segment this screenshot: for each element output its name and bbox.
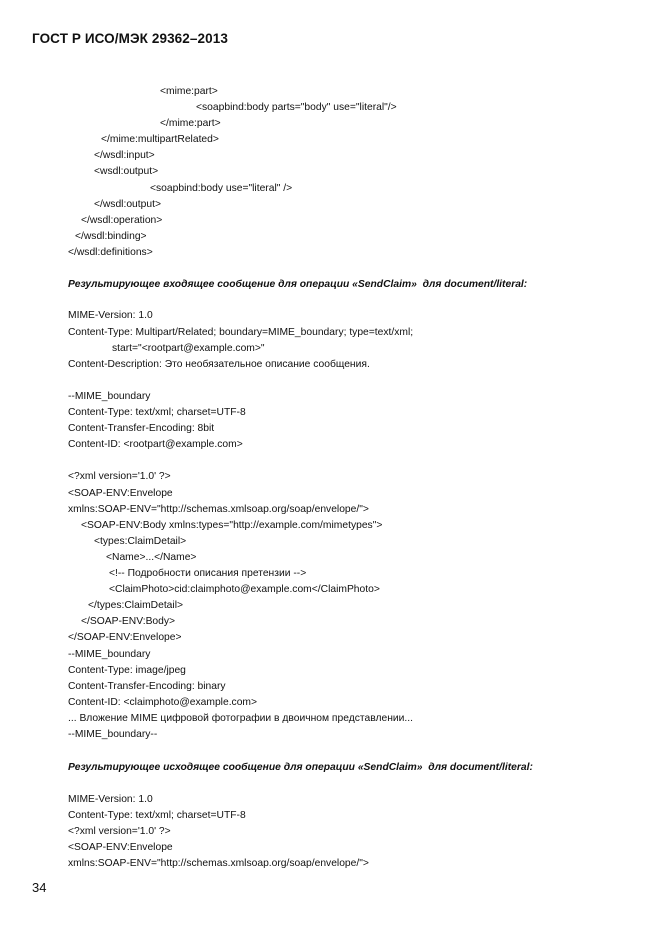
message-line: </types:ClaimDetail> bbox=[88, 600, 183, 611]
code-line: <wsdl:output> bbox=[94, 166, 159, 177]
code-line: </mime:multipartRelated> bbox=[101, 134, 219, 145]
code-line: </mime:part> bbox=[160, 118, 221, 129]
message-line: Content-Type: image/jpeg bbox=[68, 665, 186, 676]
code-line: </wsdl:binding> bbox=[75, 231, 147, 242]
message-line: Content-ID: <claimphoto@example.com> bbox=[68, 697, 258, 708]
message-line: Content-Description: Это необязательное описание сообщения. bbox=[68, 359, 370, 370]
message-line: start="<rootpart@example.com>" bbox=[112, 343, 265, 354]
code-line: </wsdl:operation> bbox=[81, 215, 163, 226]
document-header: ГОСТ Р ИСО/МЭК 29362–2013 bbox=[32, 31, 228, 46]
message-line: <ClaimPhoto>cid:claimphoto@example.com</ClaimPhoto> bbox=[109, 584, 380, 595]
message-line: <Name>...</Name> bbox=[106, 552, 197, 563]
message-line: Content-Type: text/xml; charset=UTF-8 bbox=[68, 407, 246, 418]
code-line: <mime:part> bbox=[160, 86, 218, 97]
code-line: </wsdl:output> bbox=[94, 199, 161, 210]
message-line: Content-Transfer-Encoding: 8bit bbox=[68, 423, 215, 434]
message-line: MIME-Version: 1.0 bbox=[68, 310, 153, 321]
message-line: xmlns:SOAP-ENV="http://schemas.xmlsoap.org/soap/envelope/"> bbox=[68, 858, 369, 869]
message-line: Content-ID: <rootpart@example.com> bbox=[68, 439, 243, 450]
message-line: </SOAP-ENV:Envelope> bbox=[68, 632, 182, 643]
message-line: <SOAP-ENV:Envelope bbox=[68, 488, 173, 499]
message-line: <SOAP-ENV:Body xmlns:types="http://example.com/mimetypes"> bbox=[81, 520, 383, 531]
message-line: Content-Transfer-Encoding: binary bbox=[68, 681, 226, 692]
code-line: <soapbind:body parts="body" use="literal"/> bbox=[196, 102, 397, 113]
message-line: Content-Type: text/xml; charset=UTF-8 bbox=[68, 810, 246, 821]
message-line: </SOAP-ENV:Body> bbox=[81, 616, 176, 627]
code-line: </wsdl:definitions> bbox=[68, 247, 153, 258]
message-line: <!-- Подробности описания претензии --> bbox=[109, 568, 307, 579]
section-heading-outgoing: Результирующее исходящее сообщение для операции «SendClaim» для document/literal: bbox=[68, 762, 533, 773]
message-line: <?xml version='1.0' ?> bbox=[68, 471, 171, 482]
page-number: 34 bbox=[32, 880, 47, 895]
code-line: </wsdl:input> bbox=[94, 150, 155, 161]
section-heading-incoming: Результирующее входящее сообщение для операции «SendClaim» для document/literal: bbox=[68, 279, 528, 290]
message-line: MIME-Version: 1.0 bbox=[68, 794, 153, 805]
message-line: --MIME_boundary bbox=[68, 649, 151, 660]
message-line: <?xml version='1.0' ?> bbox=[68, 826, 171, 837]
message-line: --MIME_boundary-- bbox=[68, 729, 158, 740]
message-line: <SOAP-ENV:Envelope bbox=[68, 842, 173, 853]
message-line: <types:ClaimDetail> bbox=[94, 536, 187, 547]
message-line: ... Вложение MIME цифровой фотографии в двоичном представлении... bbox=[68, 713, 413, 724]
message-line: --MIME_boundary bbox=[68, 391, 151, 402]
code-line: <soapbind:body use="literal" /> bbox=[150, 183, 293, 194]
message-line: xmlns:SOAP-ENV="http://schemas.xmlsoap.org/soap/envelope/"> bbox=[68, 504, 369, 515]
message-line: Content-Type: Multipart/Related; boundary=MIME_boundary; type=text/xml; bbox=[68, 327, 414, 338]
